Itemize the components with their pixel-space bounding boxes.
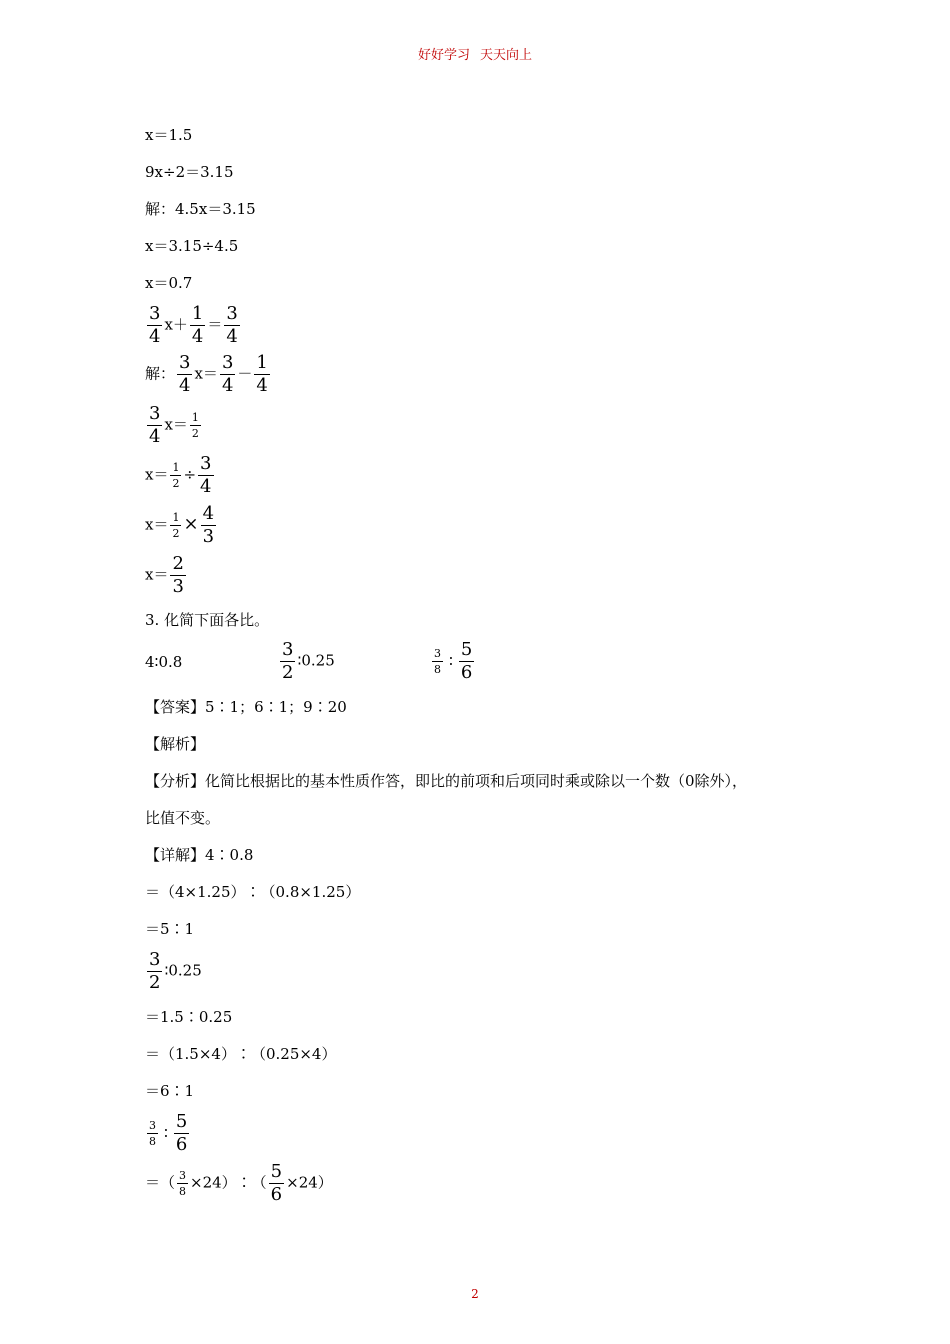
analysis-label: 【解析】	[145, 735, 206, 753]
fraction-equation	[145, 305, 242, 346]
text: ∶0.25	[164, 961, 202, 980]
fraction: $\frac{5}{6}$	[175, 1111, 188, 1155]
text: ∶0.25	[297, 651, 335, 670]
fraction: $\frac{3}{8}$	[149, 1119, 156, 1148]
fraction-equation	[145, 405, 203, 446]
detail-line	[145, 1113, 191, 1154]
detail-line: ＝（4×1.25）∶（0.8×1.25）	[145, 883, 361, 901]
fraction: $\frac{3}{4}$	[200, 453, 212, 497]
fraction: $\frac{1}{4}$	[256, 352, 268, 396]
text: x＝	[164, 415, 188, 434]
fraction: $\frac{3}{8}$	[434, 647, 441, 676]
question-title: 3. 化简下面各比。	[145, 611, 270, 629]
fraction: $\frac{5}{6}$	[460, 639, 473, 683]
text: 解：	[145, 364, 176, 383]
equation-line: 解：4.5x＝3.15	[145, 200, 256, 218]
fraction: $\frac{3}{2}$	[282, 639, 294, 683]
fraction: $\frac{3}{2}$	[149, 949, 161, 993]
text: x＝	[145, 565, 169, 584]
ratio-item: 4∶0.8	[145, 653, 183, 671]
fraction: $\frac{3}{8}$	[179, 1169, 187, 1198]
fraction: $\frac{1}{2}$	[191, 411, 199, 440]
detail-line: ＝5∶1	[145, 920, 195, 938]
equation-line: x＝3.15÷4.5	[145, 237, 239, 255]
detail-line: ＝1.5∶0.25	[145, 1008, 233, 1026]
text: ×24）∶（	[190, 1173, 267, 1192]
text: x＋	[164, 315, 188, 334]
fraction-equation	[145, 505, 218, 546]
text: ×	[183, 513, 199, 535]
text: －	[237, 364, 253, 383]
fraction-equation	[145, 455, 216, 496]
detail-line: 【详解】4∶0.8	[145, 846, 254, 864]
fraction: $\frac{3}{4}$	[221, 352, 234, 396]
ratio-item	[278, 641, 335, 682]
text: ∶	[449, 651, 453, 670]
fraction-equation	[145, 555, 188, 596]
detail-line: ＝6∶1	[145, 1082, 195, 1100]
page-header	[0, 44, 950, 63]
fraction: $\frac{1}{2}$	[172, 511, 180, 540]
detail-line	[145, 1163, 333, 1204]
detail-line: ＝（1.5×4）∶（0.25×4）	[145, 1045, 337, 1063]
equation-line: x＝0.7	[145, 274, 193, 292]
header-right: 天天向上	[480, 48, 533, 63]
text: x＝	[194, 364, 218, 383]
text: ＝（	[145, 1173, 176, 1192]
text: ∶	[164, 1123, 168, 1142]
fraction: $\frac{3}{4}$	[149, 303, 161, 347]
text: x＝	[145, 465, 169, 484]
page-number: 2	[471, 1287, 479, 1301]
fraction: $\frac{3}{4}$	[149, 403, 161, 447]
analysis-text: 【分析】化简比根据比的基本性质作答，即比的前项和后项同时乘或除以一个数（0除外），	[145, 772, 748, 790]
fraction: $\frac{1}{4}$	[191, 303, 204, 347]
answer-line: 【答案】5∶1；6∶1；9∶20	[145, 698, 347, 716]
fraction-equation	[145, 354, 272, 395]
fraction: $\frac{3}{4}$	[179, 352, 191, 396]
analysis-text: 比值不变。	[145, 809, 221, 827]
text: x＝	[145, 515, 169, 534]
fraction: $\frac{3}{4}$	[226, 303, 238, 347]
detail-line	[145, 951, 202, 992]
text: ÷	[183, 465, 197, 484]
header-left: 好好学习	[417, 48, 470, 63]
ratio-item	[430, 641, 476, 682]
text: ＝	[207, 315, 223, 334]
text: ×24）	[286, 1173, 333, 1192]
fraction: $\frac{4}{3}$	[202, 503, 215, 547]
fraction: $\frac{2}{3}$	[172, 553, 184, 597]
equation-line: x＝1.5	[145, 126, 193, 144]
fraction: $\frac{1}{2}$	[172, 461, 180, 490]
equation-line: 9x÷2＝3.15	[145, 163, 234, 181]
fraction: $\frac{5}{6}$	[270, 1161, 283, 1205]
